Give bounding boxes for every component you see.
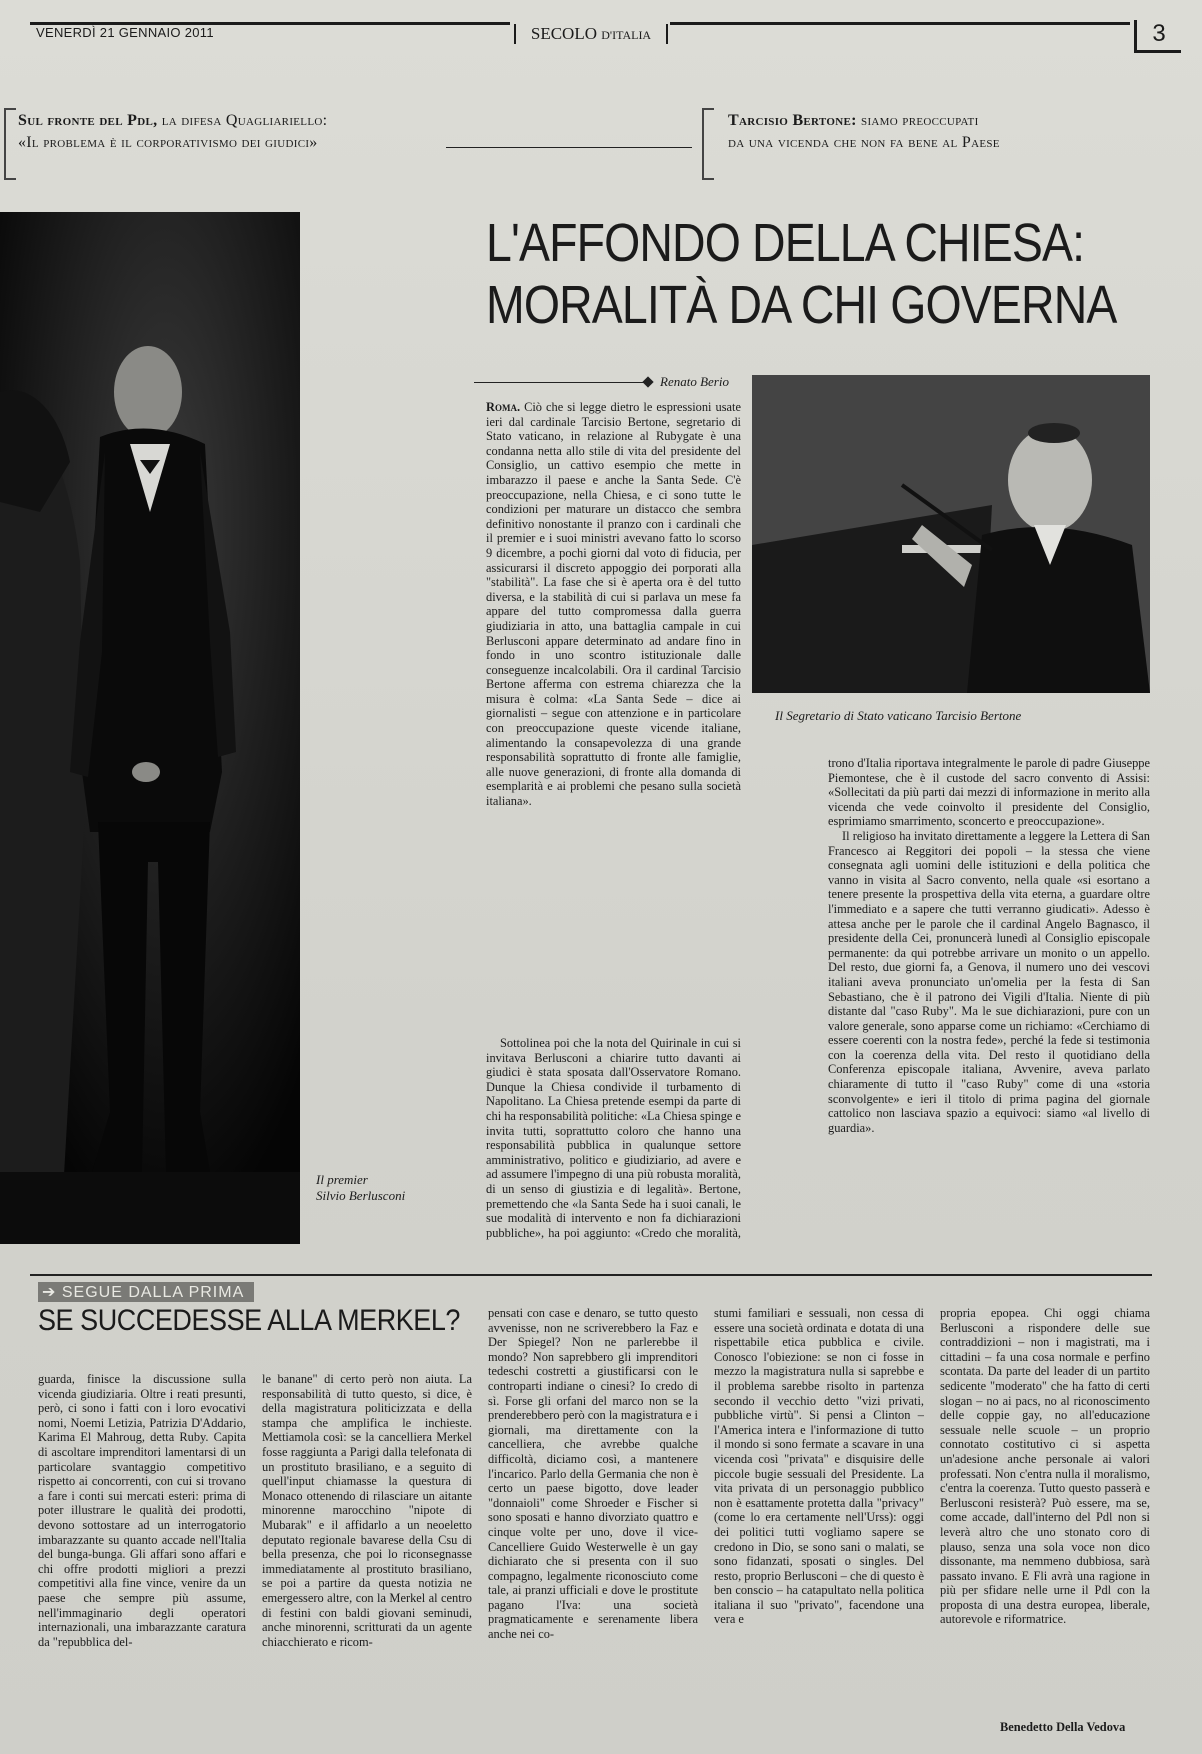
masthead-rule-right (670, 22, 1130, 25)
kicker-text: SEGUE DALLA PRIMA (61, 1284, 245, 1301)
byline: Renato Berio (660, 374, 729, 389)
bottom-text-1: guarda, finisce la discussione sulla vicenda giudiziaria. Oltre i reati presunti, però, ci sono i fatti con i loro evocativi nomi, Noemi Letizia, Patrizia D'Addario, Karima El Mahroug, detta Ruby. Capita di ascoltare imprenditori lamentarsi di un particolare svantaggio competitivo rispetto ai concorrenti, con cui si trovano a fare i conti sui mercati esteri: prima di poter illustrare le qualità dei prodotti, devono sottostare ad un interrogatorio imbarazzante su quanto accade nell'Italia del bunga-bunga. Gli affari sono affari e chi offre prodotti migliori a prezzi competitivi alla fine vince, venire da un paese che sempre più assume, nell'immaginario degli operatori internazionali, una imbarazzante caratura da "repubblica del- (38, 1372, 246, 1649)
article-column-1-lower (486, 1036, 741, 1241)
bottom-text-4: stumi familiari e sessuali, non cessa di essere una società ordinata e dotata di una rispettabile etica pubblica e civile. Conosco l'obiezione: se non ci fosse in mezzo la magistratura nulla si saprebbe e il problema sarebbe risolto in partenza secondo il vecchio detto "vizi privati, pubbliche virtù". Si pensi a Clinton – l'America intera e l'informazione di tutto il mondo si sono fermate a scavare in una vicenda così "privata" e disquisire delle piccole bugie sessuali del Presidente. La vita privata di un personaggio pubblico non è esattamente protetta dalla "privacy" (come lo era certamente nell'Urss): oggi dei politici tutti vogliamo sapere se credono in Dio, se sono sani o malati, se sono fidanzati, sposati o singles. Del resto, proprio Berlusconi – che di questo è ben conscio – ha catapultato nella politica italiana il suo "privato", facendone una vera e (714, 1306, 924, 1627)
article-text-3: trono d'Italia riportava integralmente le parole di padre Giuseppe Piemontese, che è il custode del sacro convento di Assisi: «Sollecitati da più parti dai mezzi di informazione in merito alla vicenda che vede coinvolto il presidente del Consiglio, esprimiamo smarrimento, sconcerto e preoccupazione». (828, 756, 1150, 829)
bottom-article-title: SE SUCCEDESSE ALLA MERKEL? (38, 1304, 460, 1337)
caption-premier-line2: Silvio Berlusconi (316, 1188, 406, 1203)
article-column-2 (828, 756, 1150, 1242)
teaser-right-rest: siamo preoccupati (861, 112, 979, 129)
photo-berlusconi-illustration (0, 212, 300, 1244)
caption-premier-line1: Il premier (316, 1172, 368, 1187)
photo-bertone (752, 375, 1150, 693)
byline-block (474, 374, 740, 390)
bottom-column-3 (488, 1306, 698, 1746)
teaser-left-rest: la difesa Quagliariello: (161, 112, 328, 129)
bottom-text-5: propria epopea. Chi oggi chiama Berlusconi a rispondere delle sue contraddizioni – non i magistrati, ma i cittadini – fa una cosa normale e perfino scontata. Da parte del leader di un partito sedicente "moderato" che ha fatto di certi slogan – no ai pacs, no al riconoscimento delle coppie gay, no all'educazione sessuale nelle scuole – un proprio connotato costitutivo ci si aspetta un'adesione anche personale ai valori professati. Non c'entra nulla il moralismo, c'entra la coerenza. Tutto questo passerà e Berlusconi resisterà? Può essere, ma se, come accade, dall'interno del Pdl non si leverà altro che uno stonato coro di plauso, senza una sola voce non dico dissonante, ma nemmeno dubbiosa, sarà passato invano. E Fli avrà una ragione in più per sfidare nelle urne il Pdl con la proposta di una destra europea, liberale, autorevole e riformatrice. (940, 1306, 1150, 1627)
masthead-newspaper-name (514, 24, 668, 44)
bottom-text-3: pensati con case e denaro, se tutto questo avvenisse, non ne scriverebbero la Faz e Der Spiegel? Non ne parlerebbe il mondo? Non saprebbero gli imprenditori tedeschi costretti a giustificarsi con le controparti indiane o cinesi? Io credo di sì. Forse gli orfani del marco non se la prenderebbero però con la magistratura e i giornali, ma direttamente con la cancelliera, che avrebbe qualche difficoltà, diciamo così, a mantenere l'incarico. Parlo della Germania che non è certo un paese bigotto, dove leader "donnaioli" come Shroeder e Fischer si sono sposati e hanno divorziato quattro e cinque volte per uno, dove il vice-Cancelliere Guido Westerwelle è un gay dichiarato che si presenta con il suo compagno, legalmente riconosciuto come tale, ai pranzi ufficiali e dove le prostitute pagano l'Iva: una società pragmaticamente e serenamente libera anche nei co- (488, 1306, 698, 1642)
bottom-column-4 (714, 1306, 924, 1746)
kicker-segue-dalla-prima: ➔ SEGUE DALLA PRIMA (38, 1282, 254, 1302)
article-dateline: Roma. (486, 400, 521, 414)
masthead-name-main: SECOLO (530, 24, 597, 43)
article-text-2: Sottolinea poi che la nota del Quirinale in cui si invitava Berlusconi a chiarire tutto davanti ai giudici è stata sposata dall'Osservatore Romano. Dunque la Chiesa condivide il turbamento di Napolitano. La Chiesa pretende esempi da parte di chi ha responsabilità politiche: «La Chiesa spinge e invita tutti, soprattutto coloro che hanno una responsabilità pubblica in qualunque settore amministrativo, politico e giudiziario, ad avere e ad assumere l'impegno di una più robusta moralità, di un senso di giustizia e di legalità». Bertone, premettendo che «la Santa Sede ha i suoi canali, le sue modalità di intervento e non fa dichiarazioni pubbliche», ha poi aggiunto: «Credo che moralità, (486, 1036, 741, 1240)
masthead (30, 18, 1180, 52)
teaser-right-line2: da una vicenda che non fa bene al Paese (728, 134, 1000, 151)
page-number: 3 (1134, 20, 1181, 53)
article-text-4: Il religioso ha invitato direttamente a leggere la Lettera di San Francesco ai Reggitori dei popoli – la stessa che viene consegnata agli uomini delle istituzioni e della politica che vanno in visita al Sacro convento, nella quale «si esortano a tenere presente la prospettiva della vita eterna, a guardare oltre l'immediato e a sapere che tutti verranno giudicati». Adesso è attesa anche per le parole che il cardinal Angelo Bagnasco, il presidente della Cei, pronuncerà lunedì al Consiglio episcopale permanente: da qui potrebbe arrivare un monito o un appello. Del resto, due giorni fa, a Genova, il numero uno dei vescovi italiani aveva pronunciato un'omelia per la festa di San Sebastiano, che è il patrono dei Vigili d'Italia. Niente di più distante dal "caso Ruby". Ma le sue dichiarazioni, pure con un valore generale, sono apparse come un richiamo: «Cerchiamo di essere coerenti con la nostra fede», perché la fede si testimonia con la coerenza della vita. Del resto il quotidiano della Conferenza episcopale italiana, Avvenire, aveva parlato chiaramente di tutto il "caso Ruby" come di una «storia sconvolgente» e ieri il titolo di prima pagina del giornale cattolico non lasciava spazio a equivoci: siamo «al livello di guardia». (828, 828, 1150, 1135)
section-divider (30, 1274, 1152, 1276)
teaser-left-lead: Sul fronte del Pdl, (18, 112, 158, 129)
teaser-bracket-left (4, 108, 16, 180)
photo-berlusconi (0, 212, 300, 1244)
teaser-right-lead: Tarcisio Bertone: (728, 112, 857, 129)
article-text-1: Ciò che si legge dietro le espressioni usate ieri dal cardinale Tarcisio Bertone, segretario di Stato vaticano, in relazione al Rubygate è una condanna netta allo stile di vita del presidente del Consiglio, un cattivo esempio che mette in imbarazzo il paese e anche la Santa Sede. C'è preoccupazione, nella Chiesa, e ci sono tutte le condizioni per maturare un distacco che sembra definitivo nonostante il pranzo con i cardinali che il premier e i suoi ministri avevano fatto lo scorso 9 dicembre, a pochi giorni dal voto di fiducia, per assicurarsi il discreto appoggio dei porporati alla "stabilità". La fase che si è aperta ora è del tutto diversa, e la stabilità di cui si parlava un mese fa appare del tutto compromessa dalla guerra giudiziaria in atto, una battaglia campale in cui Berlusconi appare determinato ad andare fino in fondo in uno scontro istituzionale dalle conseguenze incalcolabili. Ora il cardinal Tarcisio Bertone afferma con estrema chiarezza che la misura è colma: «La Santa Sede – dice ai giornalisti – segue con attenzione e in particolare con preoccupazione queste vicende italiane, alimentando la consapevolezza di una grande responsabilità soprattutto di fronte alle famiglie, alle nuove generazioni, di fronte alla domanda di esemplarità e ai problemi che pesano sulla società italiana». (486, 400, 741, 809)
bottom-signature: Benedetto Della Vedova (1000, 1720, 1126, 1734)
headline (486, 212, 1117, 336)
masthead-name-suffix: D'ITALIA (601, 28, 652, 42)
headline-line1: L'AFFONDO DELLA CHIESA: (486, 213, 1085, 273)
caption-premier (316, 1172, 405, 1204)
teaser-left-line2: «Il problema è il corporativismo dei giudici» (18, 134, 318, 151)
article-column-1 (486, 400, 741, 1036)
bottom-column-5 (940, 1306, 1150, 1716)
teaser-bracket-right (702, 108, 714, 180)
photo-bertone-illustration (752, 375, 1150, 693)
masthead-date: VENERDÌ 21 GENNAIO 2011 (36, 25, 214, 40)
teaser-left (18, 110, 448, 154)
headline-line2: MORALITÀ DA CHI GOVERNA (486, 275, 1117, 335)
caption-bertone: Il Segretario di Stato vaticano Tarcisio Bertone (775, 708, 1022, 723)
byline-diamond-icon (642, 376, 653, 387)
teaser-right (728, 110, 1158, 154)
bottom-column-1 (38, 1372, 246, 1746)
bottom-column-2 (262, 1372, 472, 1746)
teaser-rule (446, 147, 692, 148)
byline-rule (474, 382, 644, 383)
bottom-text-2: le banane" di certo però non aiuta. La responsabilità di tutto questo, si dice, è della magistratura politicizzata e della stampa che amplifica le inchieste. Mettiamola così: se la cancelliera Merkel fosse raggiunta a Parigi dalla telefonata di un prostituto brasiliano, e a seguito di quell'input chiamasse la questura di Monaco ottenendo di rilasciare un aitante minorenne marocchino "nipote di Mubarak" e il affidarlo a un neoeletto deputato regionale bavarese della Csu di bella presenza, che poi lo riconsegnasse immediatamente al prostituto brasiliano, se poi a partire da questa notizia ne emergessero altre, con la Merkel al centro di festini con baldi giovani seminudi, anche minorenni, scritturati da un agente chiacchierato e ricom- (262, 1372, 472, 1649)
